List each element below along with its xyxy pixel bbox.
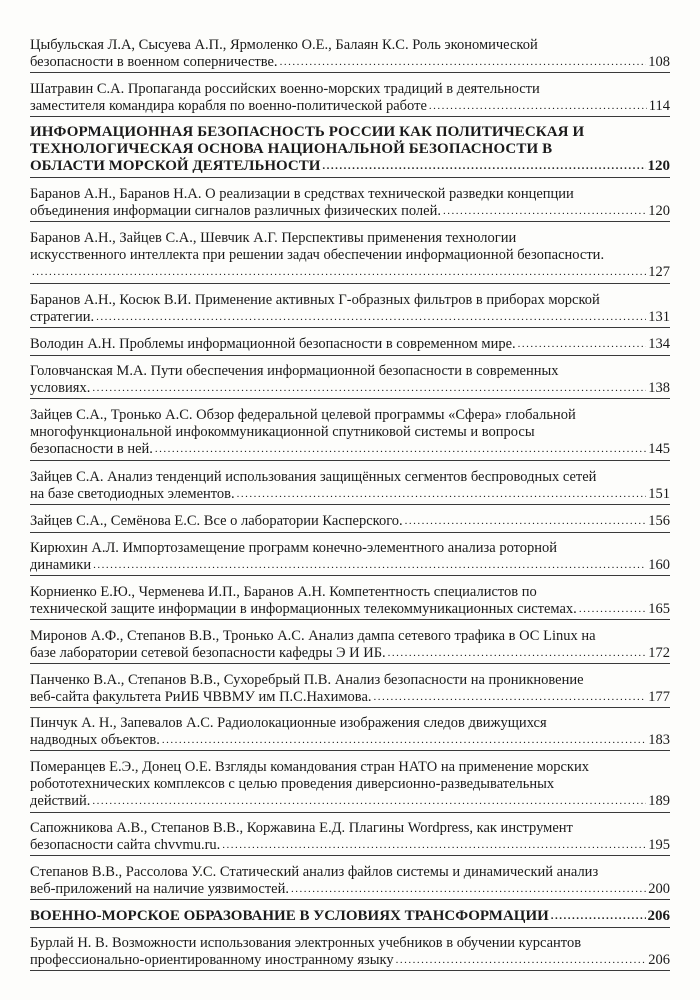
page-number: 145 — [648, 441, 670, 457]
toc-entry — [30, 363, 670, 397]
separator-line — [30, 221, 670, 222]
toc-entry-line: Бурлай Н. В. Возможности использования электронных учебников в обучении курсантов — [30, 935, 582, 951]
leader-dots — [405, 513, 647, 530]
toc-entry-line: Зайцев С.А. Анализ тенденций использования защищённых сегментов беспроводных сетей — [30, 469, 597, 485]
toc-entry-line: Миронов А.Ф., Степанов В.В., Тронько А.С. Анализ дампа сетевого трафика в ОС Linux на — [30, 628, 596, 644]
toc-entry-line: Корниенко Е.Ю., Черменева И.П., Баранов А.Н. Компетентность специалистов по — [30, 584, 537, 600]
toc-entry — [30, 715, 670, 749]
toc-entry — [30, 336, 670, 353]
toc-section-heading — [30, 908, 670, 925]
separator-line — [30, 707, 670, 708]
toc-entry — [30, 864, 670, 898]
toc-entry-line: условиях. — [30, 380, 91, 396]
page-number: 189 — [648, 793, 670, 809]
toc-entry-line: безопасности в ней. — [30, 441, 153, 457]
page-number: 134 — [648, 336, 670, 352]
page-number: 138 — [648, 380, 670, 396]
toc-entry-line: Зайцев С.А., Семёнова Е.С. Все о лаборатории Касперского. — [30, 513, 403, 529]
separator-line — [30, 899, 670, 900]
toc-entry-line: Баранов А.Н., Зайцев С.А., Шевчик А.Г. Перспективы применения технологии — [30, 230, 517, 246]
separator-line — [30, 327, 670, 328]
page-number: 120 — [647, 158, 670, 174]
page-number: 120 — [648, 203, 670, 219]
separator-line — [30, 504, 670, 505]
separator-line — [30, 177, 670, 178]
toc-entry — [30, 584, 670, 618]
toc-entry — [30, 407, 670, 458]
toc-entry-line: многофункциональной инфокоммуникационной спутниковой системы и вопросы — [30, 424, 535, 440]
toc-entry-line: веб-приложений на наличие уязвимостей. — [30, 881, 289, 897]
leader-dots — [518, 336, 647, 353]
leader-dots — [443, 203, 646, 220]
separator-line — [30, 970, 670, 971]
leader-dots — [388, 645, 647, 662]
separator-line — [30, 575, 670, 576]
separator-line — [30, 619, 670, 620]
toc-entry-line: Шатравин С.А. Пропаганда российских военно-морских традиций в деятельности — [30, 81, 540, 97]
toc-entry-line: заместителя командира корабля по военно-политической работе — [30, 98, 427, 114]
toc-entry-line: Цыбульская Л.А, Сысуева А.П., Ярмоленко О.Е., Балаян К.С. Роль экономической — [30, 37, 538, 53]
leader-dots — [291, 881, 646, 898]
toc-entry-line: Зайцев С.А., Тронько А.С. Обзор федеральной целевой программы «Сфера» глобальной — [30, 407, 576, 423]
page-number: 160 — [648, 557, 670, 573]
page-number: 127 — [648, 264, 670, 280]
toc-entry-line: Баранов А.Н., Косюк В.И. Применение активных Г-образных фильтров в приборах морской — [30, 292, 600, 308]
toc-entry-line: стратегии. — [30, 309, 95, 325]
toc-section-heading — [30, 124, 670, 175]
toc-entry — [30, 628, 670, 662]
toc-entry-line: веб-сайта факультета РиИБ ЧВВМУ им П.С.Нахимова. — [30, 689, 372, 705]
toc-entry — [30, 230, 670, 281]
separator-line — [30, 927, 670, 928]
leader-dots — [322, 158, 645, 175]
page-number: 151 — [648, 486, 670, 502]
separator-line — [30, 532, 670, 533]
separator-line — [30, 460, 670, 461]
leader-dots — [155, 441, 646, 458]
section-heading-line: ИНФОРМАЦИОННАЯ БЕЗОПАСНОСТЬ РОССИИ КАК ПОЛИТИЧЕСКАЯ И — [30, 124, 585, 140]
toc-entry — [30, 513, 670, 530]
toc-entry-line: Пинчук А. Н., Запевалов А.С. Радиолокационные изображения следов движущихся — [30, 715, 547, 731]
page-number: 200 — [648, 881, 670, 897]
page-number: 206 — [647, 908, 670, 924]
toc-entry-line: Степанов В.В., Рассолова У.С. Статический анализ файлов системы и динамический анализ — [30, 864, 599, 880]
separator-line — [30, 72, 670, 73]
leader-dots — [92, 793, 646, 810]
leader-dots — [579, 601, 646, 618]
toc-entry-line: Кирюхин А.Л. Импортозамещение программ конечно-элементного анализа роторной — [30, 540, 558, 556]
toc-entry-line: технической защите информации в информационных телекоммуникационных системах. — [30, 601, 577, 617]
toc-entry — [30, 469, 670, 503]
page-number: 206 — [648, 952, 670, 968]
separator-line — [30, 283, 670, 284]
toc-entry — [30, 820, 670, 854]
leader-dots — [551, 908, 646, 925]
toc-entry-line: базе лаборатории сетевой безопасности кафедры Э И ИБ. — [30, 645, 386, 661]
section-heading-line: ТЕХНОЛОГИЧЕСКАЯ ОСНОВА НАЦИОНАЛЬНОЙ БЕЗОПАСНОСТИ В — [30, 141, 553, 157]
toc-entry-line: Панченко В.А., Степанов В.В., Сухоребрый П.В. Анализ безопасности на проникновение — [30, 672, 584, 688]
page-number: 195 — [648, 837, 670, 853]
page-number: 156 — [648, 513, 670, 529]
toc-entry-line: безопасности сайта chvvmu.ru. — [30, 837, 221, 853]
toc-entry — [30, 540, 670, 574]
separator-line — [30, 398, 670, 399]
toc-entry-line: надводных объектов. — [30, 732, 160, 748]
toc-entry — [30, 37, 670, 71]
separator-line — [30, 355, 670, 356]
page-number: 131 — [648, 309, 670, 325]
page-number: 172 — [648, 645, 670, 661]
toc-entry-line: действий. — [30, 793, 91, 809]
toc-entry — [30, 935, 670, 969]
toc-entry-line: Баранов А.Н., Баранов Н.А. О реализации в средствах технической разведки концепции — [30, 186, 574, 202]
leader-dots — [222, 837, 646, 854]
toc-entry-line: профессионально-ориентированному иностранному языку — [30, 952, 394, 968]
leader-dots — [374, 689, 647, 706]
separator-line — [30, 116, 670, 117]
toc-entry-line: Померанцев Е.Э., Донец О.Е. Взгляды командования стран НАТО на применение морских — [30, 759, 589, 775]
leader-dots — [92, 380, 646, 397]
toc-entry-line: Володин А.Н. Проблемы информационной безопасности в современном мире. — [30, 336, 516, 352]
toc-entry — [30, 292, 670, 326]
leader-dots — [32, 264, 646, 281]
toc-entry-line: объединения информации сигналов различных физических полей. — [30, 203, 441, 219]
leader-dots — [237, 486, 647, 503]
page-number: 108 — [648, 54, 670, 70]
toc-entry-line: Сапожникова А.В., Степанов В.В., Коржавина Е.Д. Плагины Wordpress, как инструмент — [30, 820, 573, 836]
page-number: 165 — [648, 601, 670, 617]
leader-dots — [429, 98, 647, 115]
toc-entry-line: на базе светодиодных элементов. — [30, 486, 235, 502]
section-heading-line: ВОЕННО-МОРСКОЕ ОБРАЗОВАНИЕ В УСЛОВИЯХ ТРАНСФОРМАЦИИ — [30, 908, 549, 924]
section-heading-line: ОБЛАСТИ МОРСКОЙ ДЕЯТЕЛЬНОСТИ — [30, 158, 321, 174]
toc-entry — [30, 186, 670, 220]
leader-dots — [162, 732, 646, 749]
page-number: 177 — [648, 689, 670, 705]
leader-dots — [96, 309, 646, 326]
toc-entry-line: искусственного интеллекта при решении задач обеспечении информационной безопасности. — [30, 247, 605, 263]
leader-dots — [93, 557, 646, 574]
toc-entry-line: динамики — [30, 557, 92, 573]
page-number: 183 — [648, 732, 670, 748]
leader-dots — [280, 54, 647, 71]
separator-line — [30, 855, 670, 856]
page-number: 114 — [648, 98, 670, 114]
toc-entry — [30, 759, 670, 810]
toc-entry-line: робототехнических комплексов с целью проведения диверсионно-разведывательных — [30, 776, 555, 792]
toc-entry-line: Головчанская М.А. Пути обеспечения информационной безопасности в современных — [30, 363, 559, 379]
separator-line — [30, 750, 670, 751]
leader-dots — [396, 952, 647, 969]
toc-entry-line: безопасности в военном соперничестве. — [30, 54, 278, 70]
separator-line — [30, 812, 670, 813]
toc-entry — [30, 81, 670, 115]
separator-line — [30, 663, 670, 664]
toc-entry — [30, 672, 670, 706]
